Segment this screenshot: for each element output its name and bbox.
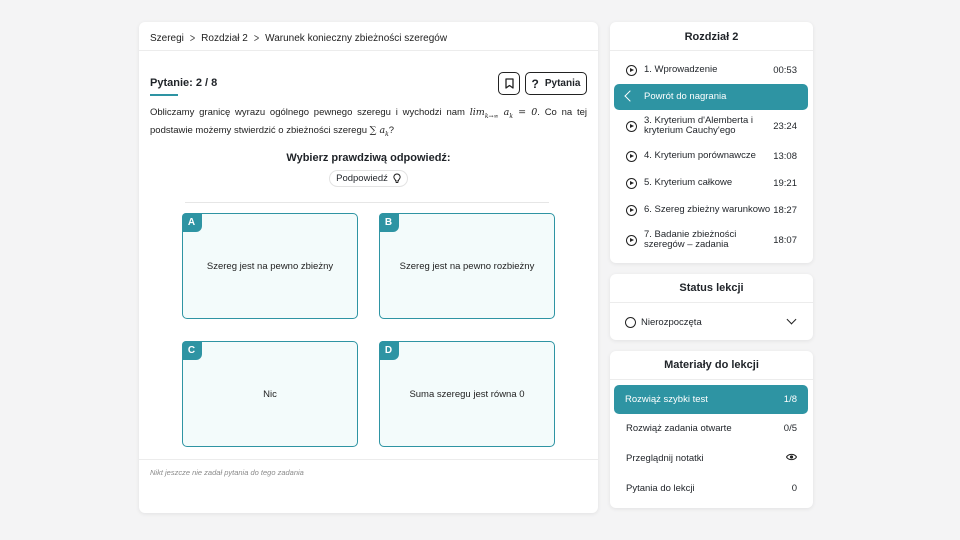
- lesson-name: Powrót do nagrania: [644, 91, 727, 102]
- question-text: [150, 106, 587, 142]
- bookmark-button[interactable]: [498, 72, 520, 95]
- question-title: Pytanie: 2 / 8: [150, 77, 218, 89]
- quick-test-item[interactable]: [614, 385, 808, 414]
- answer-text: Szereg jest na pewno rozbieżny: [399, 260, 535, 272]
- answer-letter: A: [182, 213, 202, 232]
- chevron-down-icon: [787, 315, 797, 325]
- math-limit: $\lim_{k\to\infty} a_k = 0$: [469, 107, 538, 120]
- lesson-questions-item[interactable]: [610, 478, 813, 498]
- status-value: Nierozpoczęta: [641, 316, 702, 328]
- answer-d[interactable]: [379, 341, 555, 447]
- material-label: Pytania do lekcji: [626, 482, 695, 494]
- lesson-item[interactable]: [610, 230, 813, 250]
- answer-letter: B: [379, 213, 399, 232]
- lesson-item[interactable]: [610, 64, 813, 76]
- answer-b[interactable]: [379, 213, 555, 319]
- circle-icon: [625, 317, 636, 328]
- lesson-name: 4. Kryterium porównawcze: [644, 150, 756, 161]
- divider: [610, 302, 813, 303]
- lesson-name: 1. Wprowadzenie: [644, 64, 718, 75]
- open-tasks-item[interactable]: [610, 418, 813, 438]
- answer-c[interactable]: [182, 341, 358, 447]
- answer-letter: D: [379, 341, 399, 360]
- eye-icon: [786, 453, 797, 464]
- hint-button[interactable]: [329, 170, 408, 187]
- questions-button[interactable]: [525, 72, 587, 95]
- lesson-name: 3. Kryterium d'Alemberta i kryterium Cauchy'ego: [644, 115, 753, 136]
- lesson-name: 7. Badanie zbieżności szeregów – zadania: [644, 229, 737, 250]
- question-card: [139, 22, 598, 513]
- chevron-left-icon: [624, 90, 635, 101]
- question-text-part: . Co na tej podstawie możemy stwierdzić o zbieżności szeregu: [150, 107, 587, 136]
- play-icon: [626, 205, 637, 216]
- material-label: Rozwiąż zadania otwarte: [626, 422, 732, 434]
- hint-label: Podpowiedź: [336, 173, 388, 184]
- chapter-title: Rozdział 2: [684, 31, 739, 43]
- breadcrumb: [150, 31, 447, 45]
- play-icon: [626, 235, 637, 246]
- divider: [185, 202, 549, 203]
- chevron-right-icon: >: [253, 31, 260, 45]
- back-to-recording-button[interactable]: [614, 84, 808, 110]
- question-text-part: ?: [388, 124, 395, 136]
- lesson-name: 5. Kryterium całkowe: [644, 177, 733, 188]
- lesson-time: 18:07: [773, 234, 797, 246]
- lesson-status-panel: [610, 274, 813, 340]
- no-questions-note: Nikt jeszcze nie zadał pytania do tego zadania: [150, 468, 304, 477]
- play-icon: [626, 65, 637, 76]
- math-sum: ∑ $a_k$: [369, 124, 389, 138]
- choose-label: Wybierz prawdziwą odpowiedź:: [286, 152, 451, 164]
- play-icon: [626, 178, 637, 189]
- status-select[interactable]: [625, 314, 798, 330]
- divider: [139, 459, 598, 460]
- material-value: 0: [791, 482, 797, 494]
- material-value: 0/5: [783, 422, 797, 434]
- materials-title: Materiały do lekcji: [664, 359, 759, 371]
- bookmark-icon: [505, 78, 514, 89]
- material-label: Rozwiąż szybki test: [625, 394, 708, 405]
- lesson-time: 18:27: [773, 204, 797, 216]
- breadcrumb-item[interactable]: Warunek konieczny zbieżności szeregów: [265, 32, 448, 44]
- lesson-time: 13:08: [773, 150, 797, 162]
- notes-item[interactable]: [610, 448, 813, 468]
- chapter-panel: [610, 22, 813, 263]
- lesson-item[interactable]: [610, 204, 813, 216]
- breadcrumb-item[interactable]: Rozdział 2: [201, 32, 248, 44]
- divider: [610, 379, 813, 380]
- lesson-name: 6. Szereg zbieżny warunkowo: [644, 204, 771, 215]
- lesson-item[interactable]: [610, 116, 813, 136]
- lesson-time: 00:53: [773, 64, 797, 76]
- material-value: 1/8: [783, 394, 797, 405]
- lesson-time: 19:21: [773, 177, 797, 189]
- answer-text: Suma szeregu jest równa 0: [409, 388, 525, 400]
- divider: [610, 50, 813, 51]
- lesson-time: 23:24: [773, 120, 797, 132]
- play-icon: [626, 121, 637, 132]
- question-text-part: Obliczamy granicę wyrazu ogólnego pewnego szeregu i wychodzi nam: [150, 107, 470, 118]
- questions-button-label: Pytania: [544, 78, 581, 89]
- divider: [139, 50, 598, 51]
- lightbulb-icon: [393, 173, 401, 184]
- play-icon: [626, 151, 637, 162]
- chevron-right-icon: >: [189, 31, 196, 45]
- lesson-item[interactable]: [610, 177, 813, 189]
- breadcrumb-item[interactable]: Szeregi: [150, 32, 184, 44]
- answer-letter: C: [182, 341, 202, 360]
- question-mark-icon: ?: [531, 76, 539, 91]
- answer-text: Nic: [263, 388, 277, 400]
- materials-panel: [610, 351, 813, 508]
- answer-a[interactable]: [182, 213, 358, 319]
- status-title: Status lekcji: [679, 282, 744, 294]
- material-label: Przeglądnij notatki: [626, 452, 704, 464]
- answer-text: Szereg jest na pewno zbieżny: [206, 260, 334, 272]
- title-underline: [150, 94, 178, 96]
- lesson-item[interactable]: [610, 150, 813, 162]
